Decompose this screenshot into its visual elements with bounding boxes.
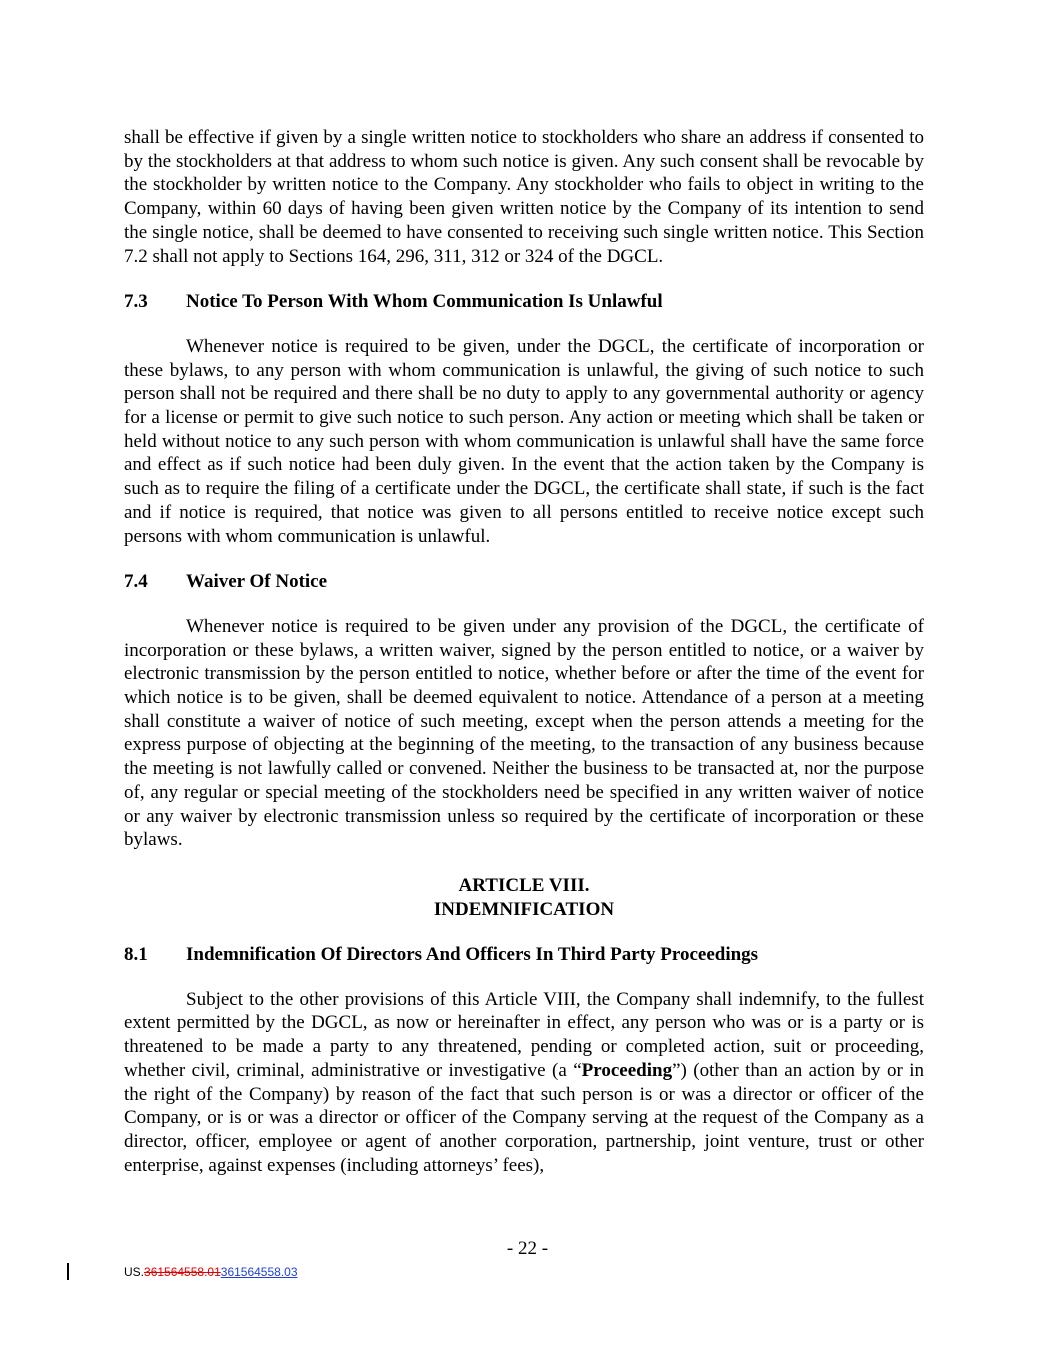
article-number: ARTICLE VIII. <box>458 874 590 896</box>
document-id-footer <box>124 1265 298 1279</box>
change-bar <box>67 1263 69 1280</box>
section-title: Notice To Person With Whom Communication Is Unlawful <box>186 291 663 313</box>
deleted-doc-id: 361564558.01 <box>144 1265 221 1279</box>
article-viii-heading <box>124 874 924 922</box>
section-number: 7.3 <box>124 291 148 313</box>
section-7-4-heading <box>124 570 924 594</box>
section-8-1-text-before: Subject to the other provisions of this Article VIII, the Company shall indemnify, to the fullest extent permitted by the DGCL, as now or hereinafter in effect, any person who was or is a party or is threatened to be made a party to any threatened, pending or completed action, suit or proceeding, whether civil, criminal, administrative or investigative (a “ <box>124 988 924 1081</box>
doc-id-prefix: US. <box>124 1265 145 1279</box>
section-number: 7.4 <box>124 571 148 593</box>
section-8-1-text-after: ”) (other than an action by or in the right of the Company) by reason of the fact that such person is or was a director or officer of the Company, or is or was a director or officer of the Company serving at the request of the Company as a director, officer, employee or agent of another corporation, partnership, joint venture, trust or other enterprise, against expenses (including attorneys’ fees), <box>124 1059 924 1176</box>
section-7-4-text: Whenever notice is required to be given under any provision of the DGCL, the certificate of incorporation or these bylaws, a written waiver, signed by the person entitled to notice, or a waiver by electronic transmission by the person entitled to notice, whether before or after the time of the event for which notice is to be given, shall be deemed equivalent to notice. Attendance of a person at a meeting shall constitute a waiver of notice of such meeting, except when the person attends a meeting for the express purpose of objecting at the beginning of the meeting, to the transaction of any business because the meeting is not lawfully called or convened. Neither the business to be transacted at, nor the purpose of, any regular or special meeting of the stockholders need be specified in any written waiver of notice or any waiver by electronic transmission unless so required by the certificate of incorporation or these bylaws. <box>124 615 924 851</box>
document-page <box>124 126 924 1177</box>
section-number: 8.1 <box>124 943 148 965</box>
section-8-1-text <box>124 988 924 1178</box>
intro-paragraph: shall be effective if given by a single written notice to stockholders who share an address if consented to by the stockholders at that address to whom such notice is given. Any such consent shall be revocable by the stockholder by written notice to the Company. Any stockholder who fails to object in writing to the Company, within 60 days of having been given written notice by the Company of its intention to send the single notice, shall be deemed to have consented to receiving such single written notice. This Section 7.2 shall not apply to Sections 164, 296, 311, 312 or 324 of the DGCL. <box>124 127 924 267</box>
defined-term: Proceeding <box>581 1059 673 1081</box>
section-title: Waiver Of Notice <box>186 571 328 593</box>
page-number: - 22 - <box>506 1238 549 1259</box>
section-title: Indemnification Of Directors And Officers In Third Party Proceedings <box>186 943 759 965</box>
inserted-doc-id: 361564558.03 <box>220 1265 298 1279</box>
section-7-3-heading <box>124 290 924 314</box>
section-7-3-text: Whenever notice is required to be given, under the DGCL, the certificate of incorporation or these bylaws, to any person with whom communication is unlawful, the giving of such notice to such person shall not be required and there shall be no duty to apply to any governmental authority or agency for a license or permit to give such notice to such person. Any action or meeting which shall be taken or held without notice to any such person with whom communication is unlawful shall have the same force and effect as if such notice had been duly given. In the event that the action taken by the Company is such as to require the filing of a certificate under the DGCL, the certificate shall state, if such is the fact and if notice is required, that notice was given to all persons entitled to receive notice except such persons with whom communication is unlawful. <box>124 335 924 547</box>
section-8-1-heading <box>124 943 924 967</box>
article-title: INDEMNIFICATION <box>433 898 615 920</box>
